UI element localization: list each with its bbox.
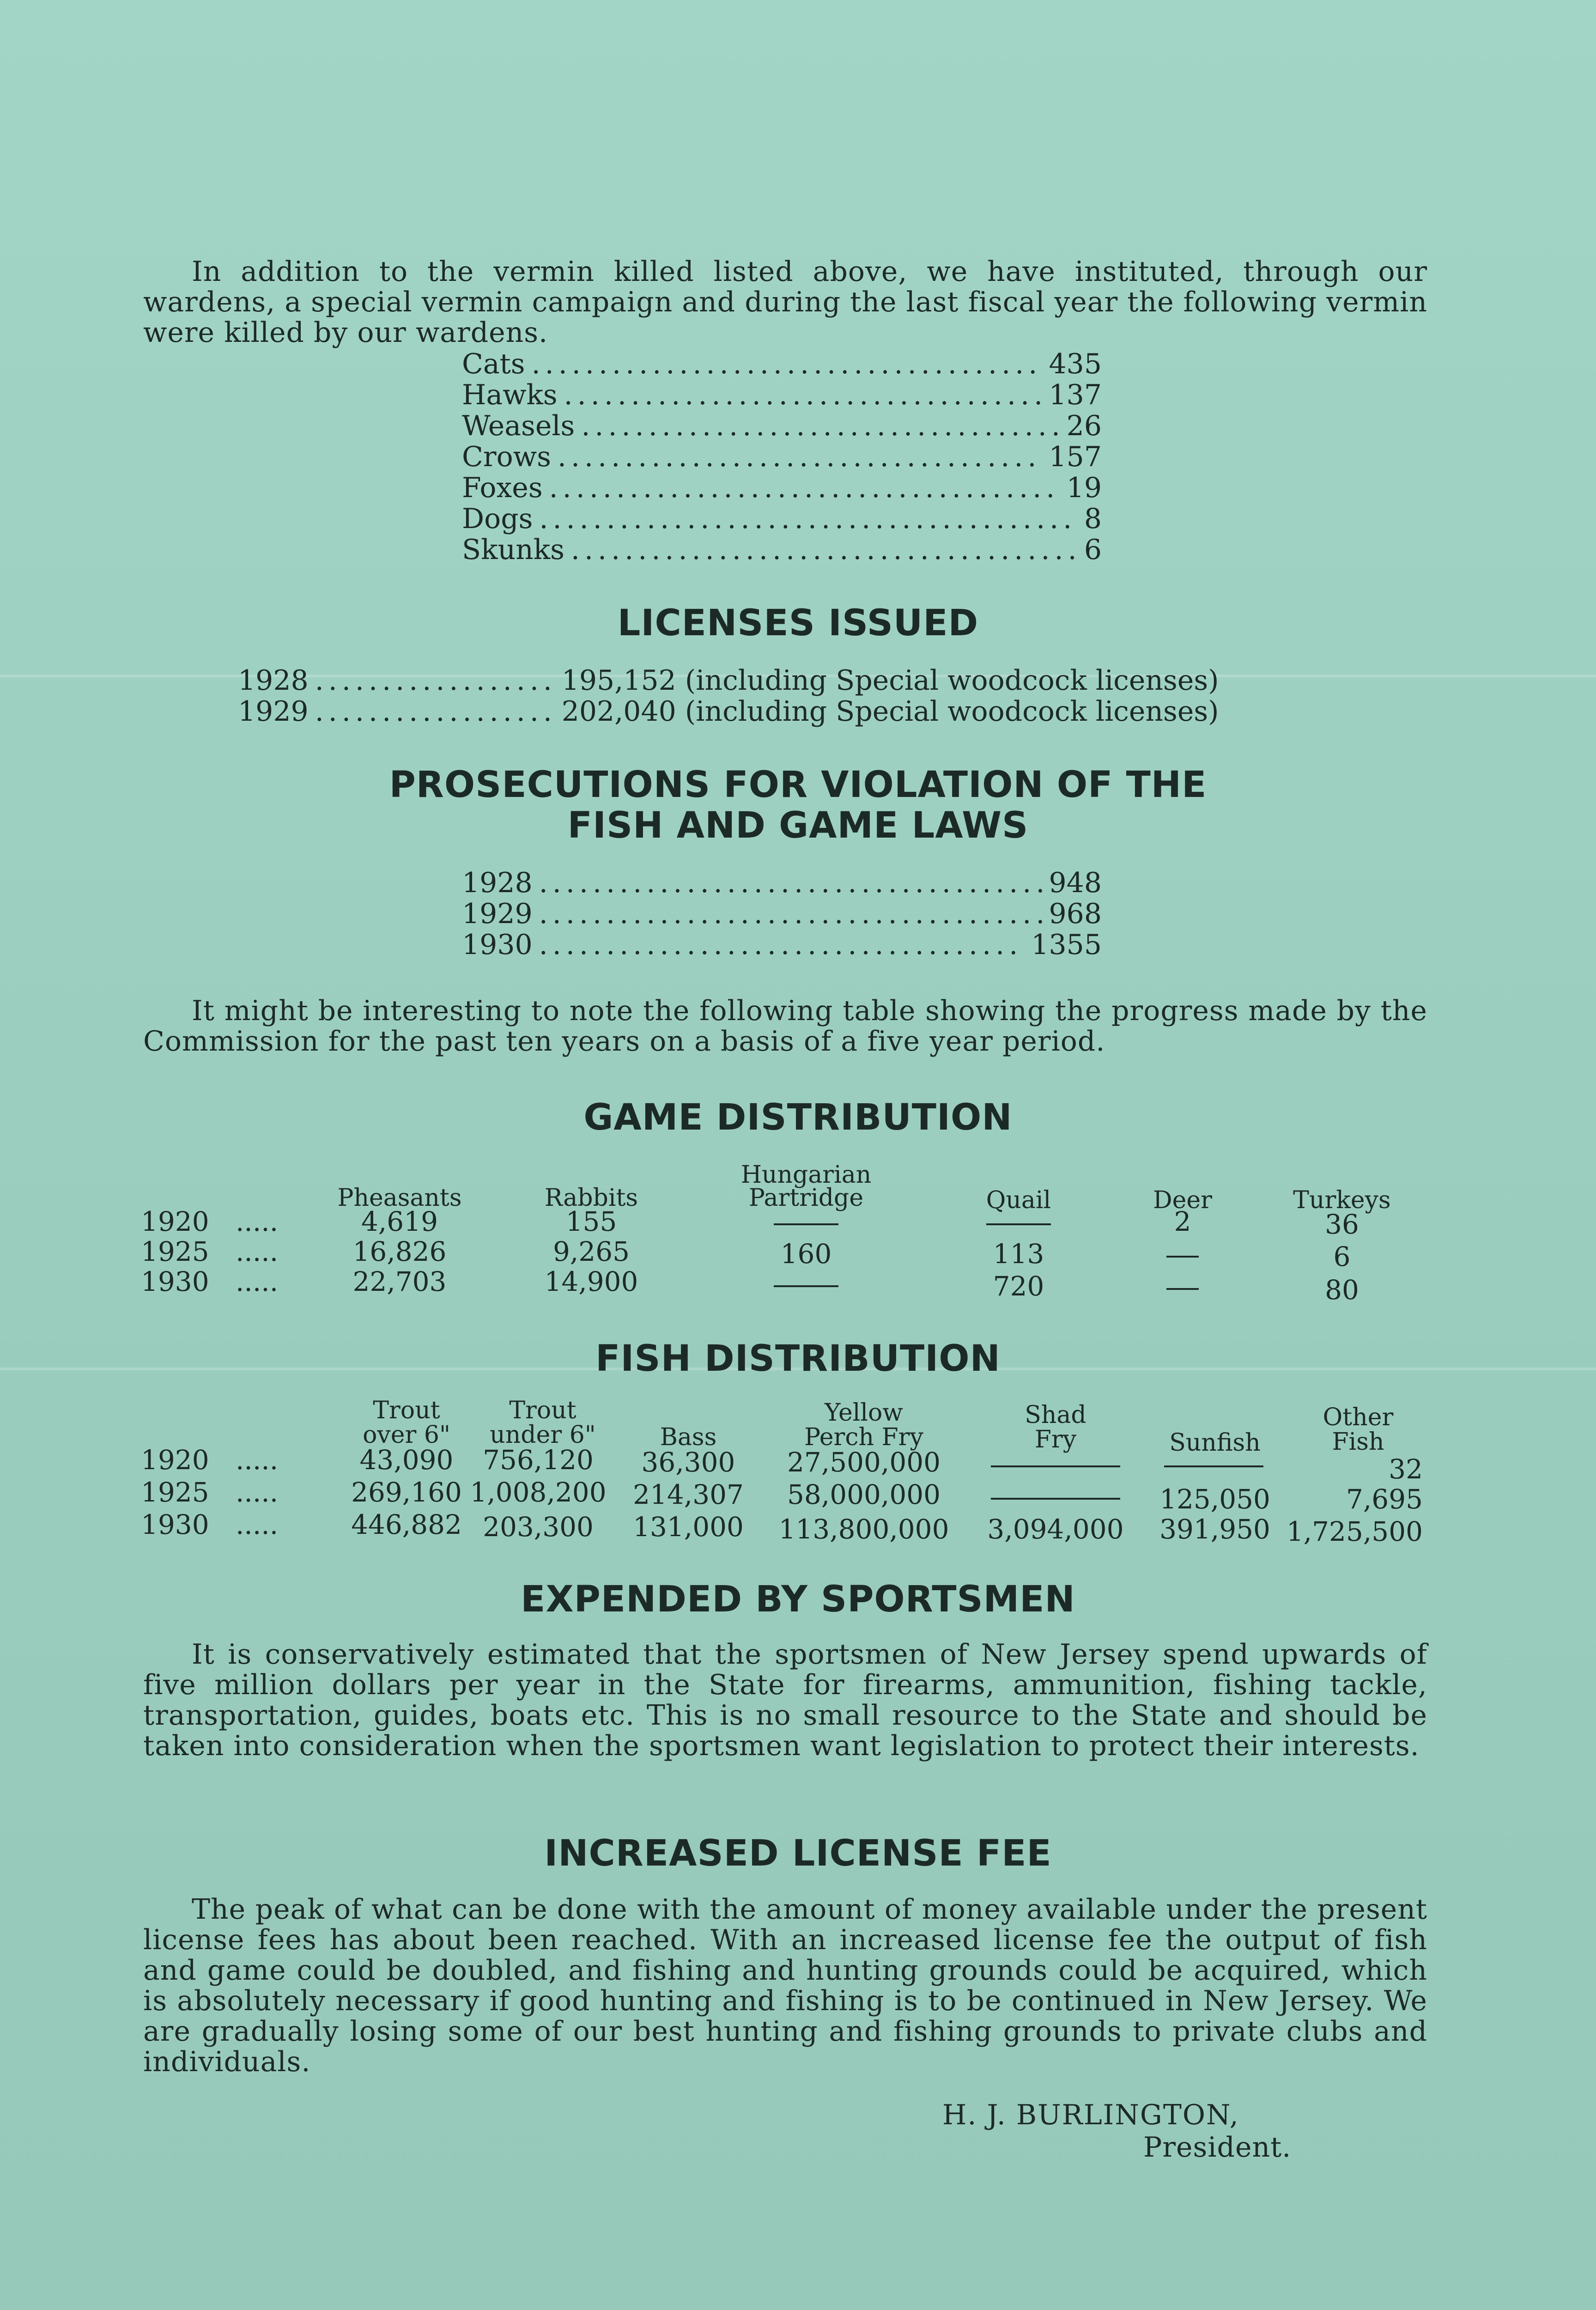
increased-fee-heading: INCREASED LICENSE FEE [544, 1833, 1052, 1874]
column-header: Yellow [825, 1399, 903, 1427]
prosecution-count: 968 [1049, 898, 1102, 930]
vermin-name: Dogs [462, 503, 533, 535]
list-item [462, 899, 1102, 930]
column-header: Trout [373, 1397, 440, 1424]
shad-value: 3,094,000 [987, 1514, 1124, 1545]
row-dots: ..... [236, 1266, 279, 1297]
expended-paragraph [143, 1639, 1427, 1761]
deer-empty-dash [1166, 1288, 1199, 1290]
leader-dots [571, 535, 1078, 565]
sunfish-empty-dash [1164, 1465, 1263, 1467]
vermin-name: Cats [462, 348, 525, 380]
column-header: Other [1323, 1404, 1394, 1431]
sunfish-value: 391,950 [1159, 1514, 1270, 1545]
vermin-count: 6 [1084, 534, 1102, 566]
turkeys-value: 6 [1333, 1241, 1351, 1272]
row-year: 1925 [141, 1236, 209, 1267]
expended-text: It is conservatively estimated that the sportsmen of New Jersey spend upwards of five million dollars per year in the State for firearms, ammunition, fishing tackle, transportation, guides, boats etc. This is no small resource to the State and should be taken into consideration when the sportsmen want legislation to protect their interests. [143, 1638, 1427, 1762]
list-item [462, 442, 1102, 473]
signature-name: H. J. BURLINGTON, [942, 2099, 1239, 2131]
licenses-heading: LICENSES ISSUED [617, 602, 979, 644]
leader-dots [315, 665, 555, 696]
list-item [462, 411, 1102, 442]
trout-over-value: 446,882 [351, 1509, 462, 1540]
list-item [462, 504, 1102, 535]
column-header: Bass [660, 1423, 717, 1451]
deer-empty-dash [1166, 1256, 1199, 1258]
bass-value: 131,000 [633, 1511, 744, 1543]
trout-under-value: 1,008,200 [470, 1477, 607, 1508]
column-header: Fish [1332, 1428, 1384, 1456]
quail-value: 720 [993, 1270, 1044, 1302]
game-distribution-heading: GAME DISTRIBUTION [583, 1097, 1013, 1138]
leader-dots [549, 473, 1060, 504]
other-fish-value: 1,725,500 [1286, 1516, 1423, 1547]
row-year: 1920 [141, 1444, 209, 1476]
pheasants-value: 4,619 [361, 1206, 438, 1237]
bass-value: 214,307 [633, 1479, 744, 1510]
leader-dots [539, 930, 1025, 960]
vermin-count: 8 [1084, 503, 1102, 535]
vermin-count: 137 [1049, 379, 1102, 411]
hungarian-empty-dash [774, 1223, 838, 1225]
row-dots: ..... [236, 1477, 279, 1508]
list-item [462, 868, 1102, 899]
rabbits-value: 14,900 [544, 1266, 638, 1297]
license-value: 202,040 (including Special woodcock licenses) [561, 695, 1219, 728]
vermin-list [462, 349, 1102, 565]
progress-paragraph [143, 996, 1427, 1057]
intro-paragraph [143, 256, 1427, 348]
leader-dots [539, 504, 1077, 535]
leader-dots [564, 380, 1043, 411]
trout-under-value: 203,300 [483, 1511, 594, 1543]
prosecutions-list [462, 868, 1102, 960]
trout-under-value: 756,120 [483, 1444, 594, 1476]
prosecution-year: 1930 [462, 929, 533, 961]
expended-heading: EXPENDED BY SPORTSMEN [521, 1579, 1075, 1620]
list-item [462, 349, 1102, 380]
column-header: Turkeys [1293, 1186, 1391, 1214]
column-header: Shad [1025, 1401, 1086, 1429]
vermin-name: Hawks [462, 379, 558, 411]
vermin-name: Skunks [462, 534, 564, 566]
column-header: Hungarian [740, 1161, 872, 1189]
signature-title: President. [1143, 2131, 1292, 2164]
hungarian-value: 160 [780, 1238, 832, 1270]
other-fish-value: 7,695 [1346, 1483, 1423, 1515]
column-header: Quail [986, 1186, 1051, 1214]
perch-value: 58,000,000 [787, 1479, 941, 1510]
leader-dots [539, 868, 1043, 899]
license-year: 1929 [238, 695, 309, 728]
intro-text: In addition to the vermin killed listed above, we have instituted, through our wardens, a special vermin campaign and during the last fiscal year the following vermin were killed by our wardens. [143, 255, 1427, 349]
pheasants-value: 16,826 [352, 1236, 447, 1267]
prosecution-year: 1929 [462, 898, 533, 930]
fish-distribution-heading: FISH DISTRIBUTION [595, 1338, 1001, 1380]
pheasants-value: 22,703 [352, 1266, 447, 1297]
list-item [462, 535, 1102, 565]
column-header: Deer [1153, 1186, 1213, 1214]
bass-value: 36,300 [641, 1447, 735, 1478]
column-header: over 6" [363, 1421, 450, 1449]
licenses-list [238, 665, 1328, 727]
row-year: 1925 [141, 1477, 209, 1508]
column-header: Pheasants [337, 1184, 462, 1212]
list-item [462, 930, 1102, 960]
row-year: 1920 [141, 1206, 209, 1237]
increased-fee-paragraph [143, 1894, 1427, 2077]
progress-text: It might be interesting to note the following table showing the progress made by the Commission for the past ten years on a basis of a five year period. [143, 995, 1427, 1058]
hungarian-empty-dash [774, 1285, 838, 1287]
perch-value: 113,800,000 [778, 1514, 949, 1545]
deer-value: 2 [1174, 1206, 1191, 1237]
license-value: 195,152 (including Special woodcock licenses) [561, 664, 1219, 697]
leader-dots [532, 349, 1043, 380]
vermin-count: 26 [1066, 410, 1102, 442]
vermin-count: 19 [1066, 472, 1102, 504]
row-year: 1930 [141, 1266, 209, 1297]
leader-dots [539, 899, 1043, 930]
license-year: 1928 [238, 664, 309, 697]
perch-value: 27,500,000 [787, 1447, 941, 1478]
column-header: Perch Fry [804, 1423, 923, 1451]
turkeys-value: 80 [1325, 1274, 1359, 1306]
leader-dots [315, 696, 555, 727]
list-item [462, 380, 1102, 411]
quail-value: 113 [993, 1238, 1044, 1270]
column-header: Fry [1034, 1426, 1077, 1453]
turkeys-value: 36 [1325, 1209, 1359, 1240]
row-dots: ..... [236, 1444, 279, 1476]
list-item [462, 473, 1102, 504]
trout-over-value: 43,090 [359, 1444, 454, 1476]
prosecutions-heading-line1: PROSECUTIONS FOR VIOLATION OF THE [389, 764, 1207, 806]
leader-dots [558, 442, 1043, 473]
column-header: Trout [509, 1397, 577, 1424]
vermin-name: Foxes [462, 472, 543, 504]
sunfish-value: 125,050 [1159, 1483, 1270, 1515]
row-dots: ..... [236, 1236, 279, 1267]
leader-dots [581, 411, 1060, 442]
shad-empty-dash [991, 1498, 1120, 1500]
list-item [238, 665, 1328, 696]
column-header: under 6" [490, 1421, 596, 1449]
row-year: 1930 [141, 1509, 209, 1540]
prosecution-count: 948 [1049, 867, 1102, 899]
prosecution-year: 1928 [462, 867, 533, 899]
other-fish-value: 32 [1389, 1453, 1423, 1485]
column-header: Partridge [748, 1184, 864, 1212]
shad-empty-dash [991, 1465, 1120, 1467]
column-header: Sunfish [1169, 1429, 1261, 1457]
trout-over-value: 269,160 [351, 1477, 462, 1508]
prosecution-count: 1355 [1031, 929, 1102, 961]
column-header: Rabbits [544, 1184, 638, 1212]
vermin-count: 435 [1049, 348, 1102, 380]
rabbits-value: 9,265 [552, 1236, 630, 1267]
prosecutions-heading-line2: FISH AND GAME LAWS [567, 805, 1029, 846]
rabbits-value: 155 [565, 1206, 617, 1237]
increased-fee-text: The peak of what can be done with the amount of money available under the present license fees has about been reached. With an increased license fee the output of fish and game could be doubled, and fishing and hunting grounds could be acquired, which is absolutely necessary if good hunting and fishing is to be continued in New Jersey. We are gradually losing some of our best hunting and fishing grounds to private clubs and individuals. [143, 1893, 1427, 2078]
vermin-name: Crows [462, 441, 551, 473]
quail-empty-dash [986, 1223, 1051, 1225]
list-item [238, 696, 1328, 727]
vermin-count: 157 [1049, 441, 1102, 473]
vermin-name: Weasels [462, 410, 575, 442]
row-dots: ..... [236, 1509, 279, 1540]
row-dots: ..... [236, 1206, 279, 1237]
